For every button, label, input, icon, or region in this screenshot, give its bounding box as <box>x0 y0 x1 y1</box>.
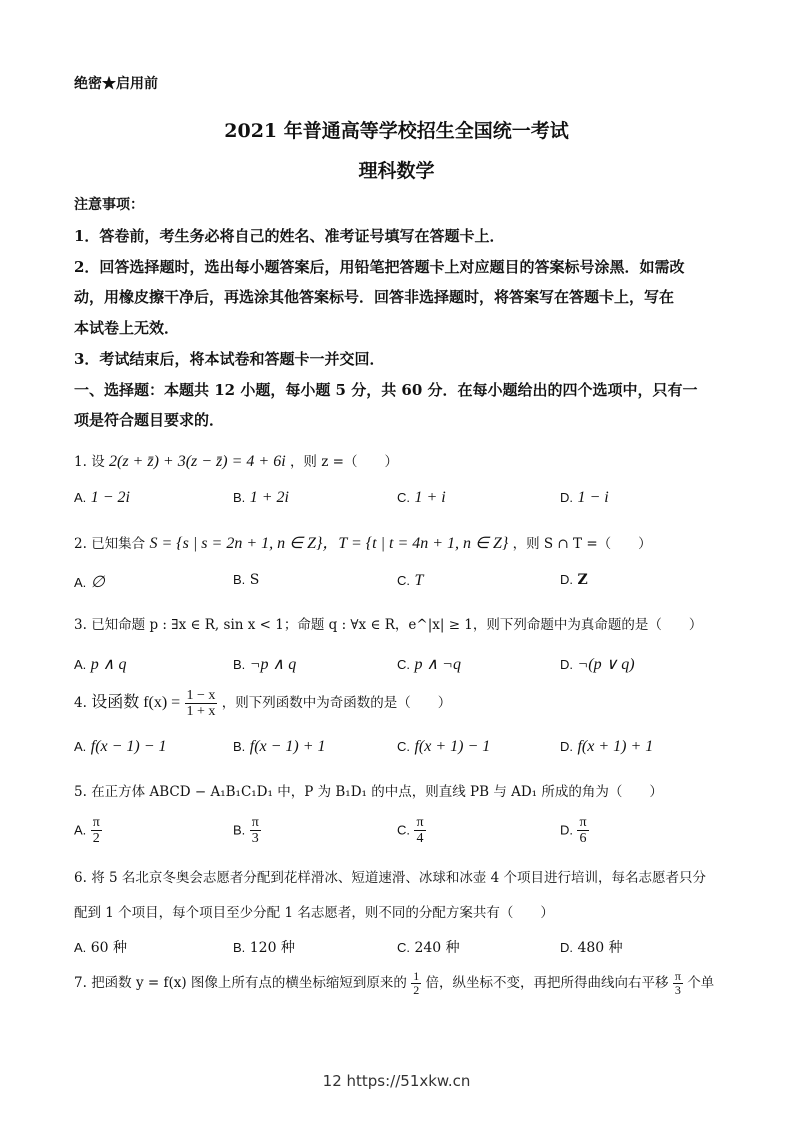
question-number: 2. <box>74 536 87 552</box>
section-heading-line1: 一、选择题：本题共 12 小题，每小题 5 分，共 60 分．在每小题给出的四个选项中，只有一 <box>74 381 698 399</box>
question-3 <box>74 613 702 633</box>
option-d: D. ¬(p ∨ q) <box>560 656 635 673</box>
option-d: D. $\frac{\pi}{6}$ <box>560 815 587 846</box>
option-b: B. S <box>233 572 260 588</box>
section-heading-line2: 项是符合题目要求的． <box>74 411 225 429</box>
question-text: ，则 z =（ ） <box>289 454 398 470</box>
exam-subject: 理科数学 <box>358 160 435 182</box>
option-d: D. 1 − i <box>560 489 609 506</box>
option-b: B. 120 种 <box>233 940 295 956</box>
question-text: 倍，纵坐标不变，再把所得曲线向右平移 <box>425 975 669 991</box>
page-footer: 12 https://51xkw.cn <box>322 1072 471 1090</box>
option-b: B. f(x − 1) + 1 <box>233 738 326 755</box>
question-number: 1. <box>74 454 87 470</box>
question-number: 4. <box>74 695 87 711</box>
option-a: A. 1 − 2i <box>74 489 130 506</box>
option-c: C. 240 种 <box>397 940 460 956</box>
option-c: C. 1 + i <box>397 489 446 506</box>
question-fraction: $\frac{1 - x}{1 + x}$ <box>186 688 216 719</box>
question-number: 6. <box>74 870 87 886</box>
option-a: A. 60 种 <box>74 940 128 956</box>
question-formula: S = {s | s = 2n + 1, n ∈ Z}，T = {t | t = 4n + 1, n ∈ Z} <box>149 535 509 552</box>
question-text: 把函数 y = f(x) 图像上所有点的横坐标缩短到原来的 <box>91 975 407 991</box>
option-d: D. 480 种 <box>560 940 623 956</box>
question-4 <box>74 688 451 719</box>
question-text: 设 <box>91 454 105 470</box>
question-text: 已知命题 p : ∃x ∈ R, sin x < 1；命题 q : ∀x ∈ R，e^|x| ≥ 1，则下列命题中为真命题的是（ ） <box>91 617 703 633</box>
option-d: D. Z <box>560 572 588 588</box>
notes-item-2-cont: 动，用橡皮擦干净后，再选涂其他答案标号．回答非选择题时，将答案写在答题卡上，写在 <box>74 288 675 306</box>
question-number: 5. <box>74 784 87 800</box>
option-b: B. $\frac{\pi}{3}$ <box>233 815 259 846</box>
option-b: B. ¬p ∧ q <box>233 656 297 673</box>
option-a: A. $\frac{\pi}{2}$ <box>74 815 100 846</box>
question-text: 将 5 名北京冬奥会志愿者分配到花样滑冰、短道速滑、冰球和冰壶 4 个项目进行培训，每名志愿者只分 <box>91 870 707 886</box>
question-6-cont: 配到 1 个项目，每个项目至少分配 1 名志愿者，则不同的分配方案共有（ ） <box>74 905 554 921</box>
question-number: 7. <box>74 975 87 991</box>
notes-item-2-cont2: 本试卷上无效． <box>74 319 180 337</box>
confidential-label: 绝密★启用前 <box>74 76 158 92</box>
option-c: C. $\frac{\pi}{4}$ <box>397 815 424 846</box>
option-a: A. ∅ <box>74 574 105 591</box>
option-c: C. f(x + 1) − 1 <box>397 738 491 755</box>
option-c: C. p ∧ ¬q <box>397 656 461 673</box>
notes-item-3: 3．考试结束后，将本试卷和答题卡一并交回． <box>74 350 385 368</box>
option-c: C. T <box>397 572 424 589</box>
notes-item-1: 1．答卷前，考生务必将自己的姓名、准考证号填写在答题卡上． <box>74 227 505 245</box>
question-text: 个单 <box>687 975 715 991</box>
question-text: 在正方体 ABCD − A₁B₁C₁D₁ 中，P 为 B₁D₁ 的中点，则直线 PB 与 AD₁ 所成的角为（ ） <box>91 784 663 800</box>
question-number: 3. <box>74 617 87 633</box>
question-formula: 2(z + z̄) + 3(z − z̄) = 4 + 6i <box>108 453 286 470</box>
question-text: 已知集合 <box>91 536 146 552</box>
notes-item-2: 2．回答选择题时，选出每小题答案后，用铅笔把答题卡上对应题目的答案标号涂黑．如需改 <box>74 258 685 276</box>
question-text: ，则下列函数中为奇函数的是（ ） <box>221 695 452 711</box>
question-7 <box>74 970 714 997</box>
exam-title: 2021 年普通高等学校招生全国统一考试 <box>224 120 569 142</box>
option-a: A. f(x − 1) − 1 <box>74 738 167 755</box>
option-a: A. p ∧ q <box>74 656 127 673</box>
option-d: D. f(x + 1) + 1 <box>560 738 654 755</box>
question-6 <box>74 866 706 886</box>
question-fraction: $\frac{\pi}{3}$ <box>674 969 681 997</box>
question-2 <box>74 530 652 553</box>
option-b: B. 1 + 2i <box>233 489 289 506</box>
notes-heading: 注意事项： <box>74 197 144 213</box>
question-text: 设函数 f(x) = <box>91 694 181 711</box>
question-5 <box>74 780 663 800</box>
question-1 <box>74 450 398 471</box>
question-text: ，则 S ∩ T =（ ） <box>512 536 652 552</box>
question-fraction: $\frac{1}{2}$ <box>413 969 420 997</box>
